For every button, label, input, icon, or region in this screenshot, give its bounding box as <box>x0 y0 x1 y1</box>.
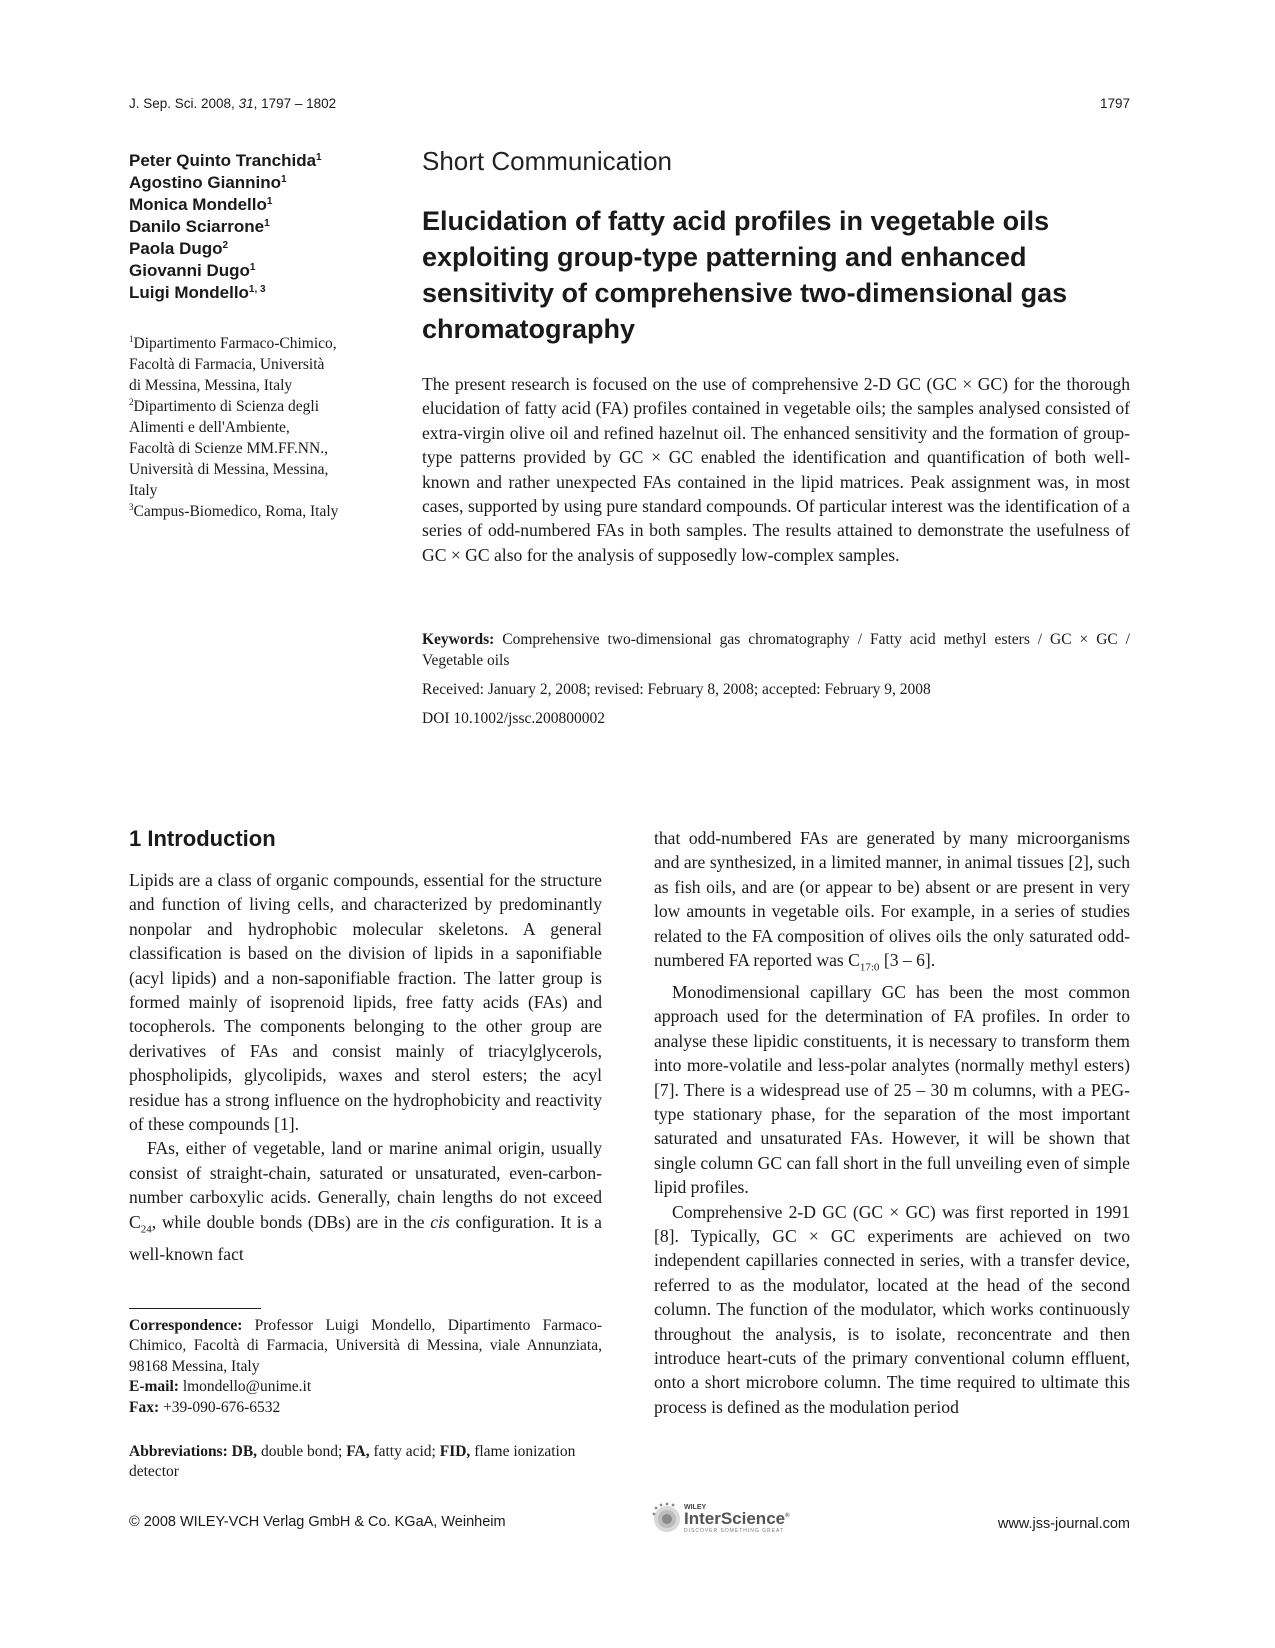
affiliation-text: Dipartimento Farmaco-Chimico, <box>133 335 337 352</box>
paragraph: Comprehensive 2-D GC (GC × GC) was first reported in 1991 [8]. Typically, GC × GC experiments are achieved on two independent capillaries connected in series, with a transfer device, referred to as the modulator, located at the head of the second column. The function of the modulator, which works continuously throughout the analysis, is to isolate, reconcentrate and then introduce heart-cuts of the primary conventional column effluent, onto a short microbore column. The time required to ultimate this process is defined as the modulation period <box>654 1201 1130 1417</box>
article-title: Elucidation of fatty acid profiles in vegetable oils exploiting group-type patterning and enhanced sensitivity of comprehensive two-dimensional gas chromatography <box>422 206 1068 344</box>
affiliation-line <box>129 501 399 522</box>
author-name <box>129 238 429 260</box>
fax-number: +39-090-676-6532 <box>159 1398 281 1416</box>
fax-line <box>129 1398 602 1418</box>
affiliation-text: Italy <box>129 482 158 499</box>
section-heading-introduction: 1 Introduction <box>129 826 276 851</box>
keywords-text: Comprehensive two-dimensional gas chromatography / Fatty acid methyl esters / GC × GC / Vegetable oils <box>422 631 1130 669</box>
fax-label: Fax: <box>129 1398 160 1416</box>
email-label: E-mail: <box>129 1378 179 1396</box>
body-column-right <box>654 826 1130 1419</box>
correspondence-address <box>129 1316 602 1377</box>
affiliation <box>129 501 399 522</box>
author-affiliation-mark: 1 <box>266 196 273 207</box>
affiliation-text: Facoltà di Farmacia, Università <box>129 356 325 373</box>
interscience-logo <box>651 1500 801 1536</box>
author-affiliation-mark: 2 <box>222 240 229 251</box>
affiliation-mark: 2 <box>129 397 134 407</box>
text-run: configuration. It is a well-known fact <box>129 1211 602 1264</box>
received-dates: Received: January 2, 2008; revised: February 8, 2008; accepted: February 9, 2008 <box>422 681 931 698</box>
correspondence-label: Correspondence: <box>129 1317 243 1334</box>
author-affiliation-mark: 1 <box>316 152 322 163</box>
abbreviation-definition: double bond; <box>257 1443 343 1460</box>
author-affiliation-mark: 1 <box>264 218 270 229</box>
author-name <box>129 216 429 238</box>
body-column-left <box>129 868 602 1266</box>
abbreviation-definition: fatty acid; <box>369 1443 436 1460</box>
abbreviation-term: FA, <box>342 1443 370 1460</box>
paragraph <box>654 826 1130 980</box>
author-text: Monica Mondello <box>129 195 267 214</box>
abbreviation-definition: flame ionization detector <box>129 1443 576 1481</box>
affiliation-line <box>129 396 399 417</box>
affiliation-line <box>129 354 399 375</box>
affiliation <box>129 396 399 501</box>
keywords-label: Keywords: <box>422 631 495 648</box>
subscript: 17:0 <box>859 961 880 974</box>
citation-prefix: J. Sep. Sci. 2008, <box>129 96 239 111</box>
affiliation-text: Facoltà di Scienze MM.FF.NN., <box>129 440 328 457</box>
journal-url: www.jss-journal.com <box>997 1516 1130 1532</box>
affiliation-line <box>129 375 399 396</box>
affiliation-text: Dipartimento di Scienza degli <box>133 398 320 415</box>
author-list <box>129 150 429 304</box>
author-text: Danilo Sciarrone <box>129 217 265 236</box>
footnote-divider <box>129 1308 261 1309</box>
italic-term: cis <box>430 1211 450 1232</box>
logo-tagline: DISCOVER SOMETHING GREAT <box>684 1528 785 1534</box>
citation-pages: , 1797 – 1802 <box>253 96 337 111</box>
affiliation-text: Alimenti e dell'Ambiente, <box>129 419 290 436</box>
text-run: [3 – 6]. <box>879 950 936 971</box>
text-run: that odd-numbered FAs are generated by many microorganisms and are synthesized, in a limited manner, in animal tissues [2], such as fish oils, and are (or appear to be) absent or are present in very low amounts in vegetable oils. For example, in a series of studies related to the FA composition of olives oils the only saturated odd-numbered FA reported was C <box>654 828 1130 971</box>
logo-registered-mark: ® <box>785 1513 790 1519</box>
abbreviation-term: DB, <box>227 1443 258 1460</box>
author-text: Paola Dugo <box>129 239 223 258</box>
paragraph: Monodimensional capillary GC has been the most common approach used for the determination of FA profiles. In order to analyse these lipidic constituents, it is necessary to transform them into more-volatile and less-polar analytes (normally methyl esters) [7]. There is a widespread use of 25 – 30 m columns, with a PEG-type stationary phase, for the separation of the most important saturated and unsaturated FAs. However, it will be shown that single column GC can fall short in the full unveiling even of simple lipid profiles. <box>654 981 1130 1198</box>
author-name <box>129 260 429 282</box>
article-type: Short Communication <box>422 146 672 176</box>
affiliation-list <box>129 333 399 522</box>
logo-interscience-text <box>684 1509 790 1528</box>
affiliation-line <box>129 459 399 480</box>
author-name <box>129 194 429 216</box>
author-text: Peter Quinto Tranchida <box>129 151 317 170</box>
affiliation-mark: 1 <box>129 334 134 344</box>
doi: DOI 10.1002/jssc.200800002 <box>422 710 605 727</box>
correspondence-note <box>129 1316 602 1418</box>
subscript: 24 <box>140 1223 152 1236</box>
keywords <box>422 630 1130 671</box>
abbreviations-note <box>129 1442 602 1483</box>
author-affiliation-mark: 1 <box>281 174 287 185</box>
author-name <box>129 150 429 172</box>
globe-icon <box>653 1503 680 1532</box>
author-text: Agostino Giannino <box>129 173 282 192</box>
author-name <box>129 282 429 304</box>
text-run: FAs, either of vegetable, land or marine animal origin, usually consist of straight-chain, saturated or unsaturated, even-carbon-number carboxylic acids. Generally, chain lengths do not exceed C <box>129 1138 602 1232</box>
affiliation-line <box>129 480 399 501</box>
affiliation-text: di Messina, Messina, Italy <box>129 377 293 394</box>
email-address: lmondello@unime.it <box>178 1378 312 1396</box>
author-text: Giovanni Dugo <box>129 261 250 280</box>
page-number: 1797 <box>1099 96 1130 111</box>
citation-volume: 31 <box>238 96 254 111</box>
affiliation-mark: 3 <box>129 502 134 512</box>
author-affiliation-mark: 1 <box>249 262 256 273</box>
author-affiliation-mark: 1, 3 <box>248 284 266 295</box>
copyright-notice: © 2008 WILEY-VCH Verlag GmbH & Co. KGaA, Weinheim <box>129 1514 506 1530</box>
affiliation-line <box>129 333 399 354</box>
affiliation-text: Università di Messina, Messina, <box>129 461 329 478</box>
abbreviation-term: FID, <box>435 1443 471 1460</box>
running-head-citation <box>129 96 336 111</box>
logo-wiley-text: WILEY <box>684 1504 707 1511</box>
abstract: The present research is focused on the use of comprehensive 2-D GC (GC × GC) for the thorough elucidation of fatty acid (FA) profiles contained in vegetable oils; the samples analysed consisted of extra-virgin olive oil and refined hazelnut oil. The enhanced sensitivity and the formation of group-type patterns provided by GC × GC enabled the identification and quantification of both well-known and rather unexpected FAs contained in the lipid matrices. Peak assignment was, in most cases, supported by using pure standard compounds. Of particular interest was the identification of a series of odd-numbered FAs in both samples. The results attained to demonstrate the usefulness of GC × GC also for the analysis of supposedly low-complex samples. <box>422 374 1130 565</box>
affiliation-line <box>129 417 399 438</box>
author-name <box>129 172 429 194</box>
paragraph: Lipids are a class of organic compounds, essential for the structure and function of living cells, and characterized by predominantly nonpolar and hydrophobic molecular skeletons. A general classification is based on the division of lipids in a saponifiable (acyl lipids) and a non-saponifiable fraction. The latter group is formed mainly of isoprenoid lipids, free fatty acids (FAs) and tocopherols. The components belonging to the other group are derivatives of FAs and consist mainly of triacylglycerols, phospholipids, glycolipids, waxes and sterol esters; the acyl residue has a strong influence on the hydrophobicity and reactivity of these compounds [1]. <box>129 870 602 1135</box>
email-line <box>129 1377 602 1397</box>
logo-main: InterScience <box>684 1509 786 1528</box>
abbreviations-label: Abbreviations: <box>129 1443 228 1460</box>
affiliation-line <box>129 438 399 459</box>
text-run: , while double bonds (DBs) are in the <box>151 1211 431 1232</box>
author-text: Luigi Mondello <box>129 283 249 302</box>
correspondence-text: Professor Luigi Mondello, Dipartimento Farmaco-Chimico, Facoltà di Farmacia, Università di Messina, viale Annunziata, 98168 Messina, Italy <box>129 1317 602 1375</box>
affiliation-text: Campus-Biomedico, Roma, Italy <box>133 503 339 520</box>
affiliation <box>129 333 399 396</box>
paragraph <box>129 1136 602 1266</box>
